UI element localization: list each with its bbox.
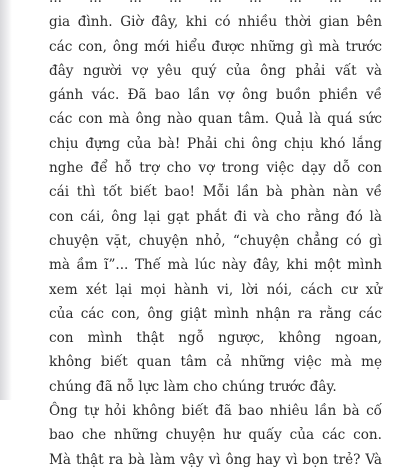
text-line: đây người vợ yêu quý của ông phải vất và xyxy=(49,62,382,79)
text-line: bao che những chuyện hư quấy của các con. xyxy=(49,427,382,444)
body-text xyxy=(49,0,382,472)
text-line: gia đình. Giờ đây, khi có nhiều thời gian bên xyxy=(49,14,382,31)
text-line: chúng đã nỗ lực làm cho chúng trước đây. xyxy=(49,378,337,395)
text-line: các con mà ông nào quan tâm. Quả là quá sức xyxy=(49,111,382,128)
text-line: của các con, ông giật mình nhận ra rằng các xyxy=(49,305,382,322)
text-line: Ông tự hỏi không biết đã bao nhiêu lần bà cố xyxy=(49,403,382,420)
page-gutter-shadow xyxy=(0,0,12,400)
text-line-cut-off xyxy=(49,0,382,10)
text-line: nghe để hỗ trợ cho vợ trong việc dạy dỗ con xyxy=(49,160,382,177)
text-line: gánh vác. Đã bao lần vợ ông buồn phiền về xyxy=(49,87,382,104)
text-line: con cái, ông lại gạt phắt đi và cho rằng đó là xyxy=(49,208,382,225)
text-line: cái thì tốt biết bao! Mỗi lần bà phàn nàn về xyxy=(49,184,382,201)
text-line: mà ầm ĩ”... Thế mà lúc này đây, khi một mình xyxy=(49,257,382,274)
text-line: xem xét lại mọi hành vi, lời nói, cách cư xử xyxy=(49,281,382,298)
text-line: các con, ông mới hiểu được những gì mà trước xyxy=(49,38,382,55)
text-line: không biết quan tâm cả những việc mà mẹ xyxy=(49,354,382,371)
text-line: con mình thật ngỗ ngược, không ngoan, xyxy=(49,330,382,347)
text-line: chuyện vặt, chuyện nhỏ, “chuyện chẳng có gì xyxy=(49,232,382,249)
text-line: chịu đựng của bà! Phải chi ông chịu khó lắng xyxy=(49,135,382,152)
text-line: Mà thật ra bà làm vậy vì ông hay vì bọn trẻ? Và xyxy=(49,451,382,468)
